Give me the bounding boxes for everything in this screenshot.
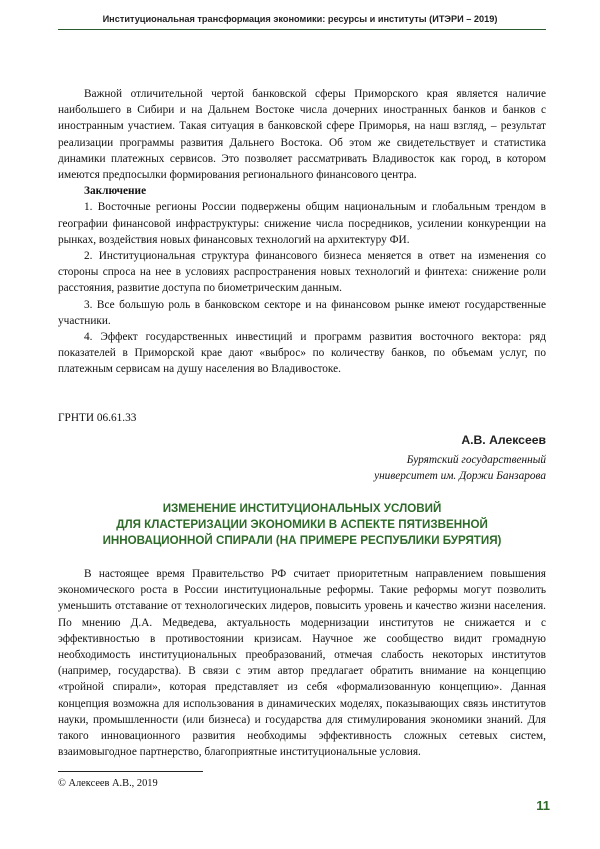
conclusion-item-2: 2. Институциональная структура финансового бизнеса меняется в ответ на изменения со стороны спроса на нее в условиях распространения новых технологий и финтеха: снижение роли расстояния, развитие доступа по биометрическим данным. <box>58 250 546 295</box>
author-affiliation <box>246 453 546 484</box>
copyright-footnote: © Алексеев А.В., 2019 <box>58 778 158 789</box>
intro-paragraph: Важной отличительной чертой банковской сферы Приморского края является наличие наибольшего в Сибири и на Дальнем Востоке числа дочерних иностранных банков и банков с иностранным участием. Такая ситуация в банковской сфере Приморья, на наш взгляд, – результат реализации программы развития Дальнего Востока. Об этом же свидетельствует и статистика динамики платежных сервисов. Это позволяет рассматривать Владивосток как город, в котором имеются предпосылки формирования регионального финансового центра. <box>58 88 546 182</box>
conclusion-item-3: 3. Все большую роль в банковском секторе и на финансовом рынке имеют государственные участники. <box>58 298 546 327</box>
author-name: А.В. Алексеев <box>461 433 546 447</box>
running-header: Институциональная трансформация экономики: ресурсы и институты (ИТЭРИ – 2019) <box>102 14 498 24</box>
page-number: 11 <box>536 798 550 813</box>
previous-article-text <box>58 86 546 378</box>
conclusion-item-1: 1. Восточные регионы России подвержены общим национальным и глобальным трендом в географии финансовой инфраструктуры: снижение числа посредников, усилении конкуренции на рынках, воздействия новых финансовых технологий на архитектуру ФИ. <box>58 201 546 246</box>
title-line: ИЗМЕНЕНИЕ ИНСТИТУЦИОНАЛЬНЫХ УСЛОВИЙ <box>162 502 442 515</box>
grnti-code: ГРНТИ 06.61.33 <box>58 412 137 424</box>
article-title <box>58 501 546 549</box>
conclusion-item-4: 4. Эффект государственных инвестиций и программ развития восточного вектора: ряд показателей в Приморской крае дают «выброс» по количеству банков, по объемам услуг, по платежным сервисам на душу населения во Владивостоке. <box>58 331 546 376</box>
footnote-divider <box>58 771 203 772</box>
conclusion-heading: Заключение <box>84 185 147 198</box>
affiliation-line: университет им. Доржи Банзарова <box>374 469 546 482</box>
article-abstract <box>58 566 546 760</box>
abstract-paragraph: В настоящее время Правительство РФ считает приоритетным направлением повышения экономического роста в России институциональные реформы. Такие реформы могут позволить уменьшить отставание от технологических лидеров, повысить уровень и качество жизни населения. По мнению Д.А. Медведева, актуальность модернизации институтов не снижается и с эффективностью в противостоянии кризисам. Научное же сообщество видит громадную необходимость институциональных преобразований, отмечая слабость некоторых институтов (например, государства). В связи с этим автор предлагает обратить внимание на концепцию «тройной спирали», которая представляет из себя «формализованную концепцию». Данная концепция возможна для использования в динамических моделях, показывающих связь институтов науки, промышленности (или бизнеса) и государства для стимулирования экономики знаний. Для такого инновационного развития необходимы эффективность сложных сетевых систем, взаимовыгодное партнерство, благоприятные институциональные условия. <box>58 568 546 759</box>
title-line: ИННОВАЦИОННОЙ СПИРАЛИ (НА ПРИМЕРЕ РЕСПУБЛИКИ БУРЯТИЯ) <box>102 534 502 547</box>
header-divider <box>58 29 546 30</box>
affiliation-line: Бурятский государственный <box>406 454 546 466</box>
title-line: ДЛЯ КЛАСТЕРИЗАЦИИ ЭКОНОМИКИ В АСПЕКТЕ ПЯТИЗВЕННОЙ <box>116 518 488 531</box>
